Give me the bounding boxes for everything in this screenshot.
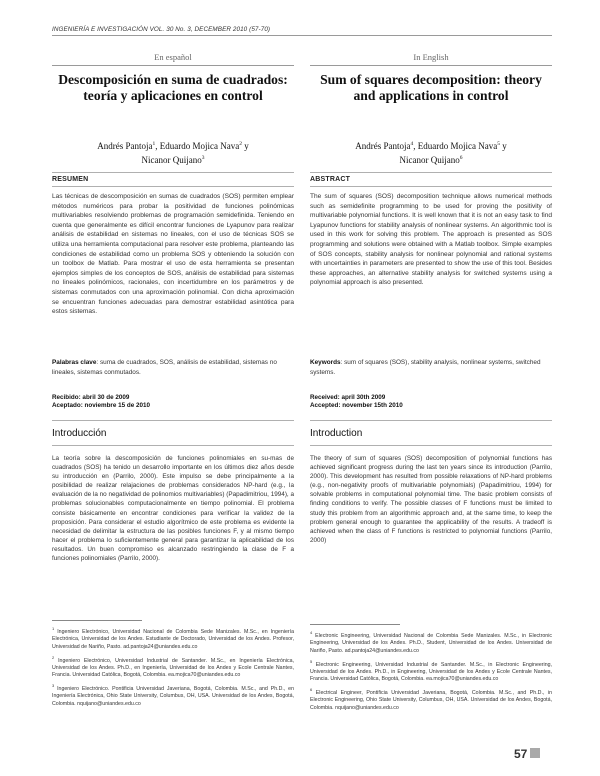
footnote: [52, 654, 294, 681]
footnote-sup: 6: [310, 687, 313, 693]
language-label-es: En español: [154, 52, 192, 62]
author-sup: 1: [152, 141, 156, 147]
author-sup: 3: [201, 155, 205, 161]
keywords-label: Keywords: [310, 359, 341, 366]
footnote-rule: [310, 624, 400, 625]
footnote-text: Electrical Engineer, Pontificia Universidad Javeriana, Bogotá, Colombia. M.Sc., and Ph.D., in Electronic Engineering, Ohio State University, Columbus, OH, USA. Universidad de los Andes, Bogotá, Colombia. nquijano@uniandes.edu.co: [310, 689, 552, 711]
language-label-en: In English: [413, 52, 449, 62]
language-rule: [52, 65, 294, 66]
intro-text-en: The theory of sum of squares (SOS) decomposition of polynomial functions has achieved significant progress during the last ten years since its introduction (Parrilo, 2000). This development has resulted from possible relaxations of NP-hard problems (e.g., non-negativity proofs of multivariable polynomials) (Papadimitriou, 1994) for solvable problems in computational polynomial time. The basic problem consists of finding conditions to verify. The possible classes of F functions must be limited to study this problem from an algorithmic approach and, at the same time, to keep the problem general enough to guarantee the applicability of the results. A tradeoff is achieved when the class of F functions is restricted to polynomial functions (Parrilo, 2000): [310, 455, 552, 544]
author-name: Nicanor Quijano: [399, 155, 460, 165]
page-marker-square: [530, 748, 540, 758]
section-rule: [52, 186, 294, 187]
keywords-es: [52, 358, 294, 388]
author-name: Nicanor Quijano: [141, 155, 202, 165]
footnote: [310, 658, 552, 685]
footnote: [52, 625, 294, 652]
footnote: [52, 682, 294, 709]
keywords-text: : sum of squares (SOS), stability analysis, nonlinear systems, switched systems.: [310, 359, 541, 376]
dates-en: [310, 394, 552, 416]
author-conj: y: [241, 141, 249, 151]
section-rule: [310, 186, 552, 187]
section-rule: [52, 172, 294, 173]
intro-heading-es: Introducción: [52, 428, 107, 439]
footnote-sup: 5: [310, 658, 313, 664]
authors-en: [310, 138, 552, 168]
section-rule: [310, 172, 552, 173]
footnotes-es: [52, 620, 294, 711]
footnote-sup: 3: [52, 683, 55, 689]
footnote-rule: [52, 620, 142, 621]
section-rule: [52, 420, 294, 421]
author-sup: 4: [410, 141, 414, 147]
abstract-heading-es: RESUMEN: [52, 176, 89, 183]
received-date: Recibido: abril 30 de 2009: [52, 394, 130, 401]
footnote-sup: 2: [52, 654, 55, 660]
footnote-text: Ingeniero Electrónico. Pontificia Universidad Javeriana, Bogotá, Colombia. M.Sc., and Ph.D., en Ingeniería Electrónica, Ohio State University, Columbus, OH, USA. Universidad de los Andes, Bogotá, Colombia. nquijano@uniandes.edu.co: [52, 685, 294, 707]
abstract-heading-en: ABSTRACT: [310, 176, 351, 183]
footnote-text: Ingeniero Electrónico, Universidad Nacional de Colombia Sede Manizales. M.Sc., en Ingeniería Electrónica, Universidad de los Andes. Estudiante de Doctorado, Universidad de los Andes. Profesor, Universidad de Nariño, Pasto. ad.pantoja24@uniandes.edu.co: [52, 628, 294, 650]
footnote: [310, 629, 552, 656]
keywords-label: Palabras clave: [52, 359, 97, 366]
header-rule: [52, 35, 552, 36]
language-rule: [310, 65, 552, 66]
author-name: Andrés Pantoja: [97, 141, 153, 151]
page-number: 57: [514, 747, 528, 761]
author-name: , Eduardo Mojica Nava: [155, 141, 240, 151]
english-column: [310, 52, 552, 596]
author-name: , Eduardo Mojica Nava: [413, 141, 498, 151]
section-rule: [52, 445, 294, 446]
author-sup: 6: [459, 155, 463, 161]
footnotes-en: [310, 624, 552, 715]
author-name: Andrés Pantoja: [355, 141, 411, 151]
title-en: Sum of squares decomposition: theory and applications in control: [320, 72, 542, 103]
footnote-text: Ingeniero Electrónico, Universidad Industrial de Santander. M.Sc., en Ingeniería Electrónica, Universidad de los Andes. Ph.D., en Ingeniería, Universidad de los Andes y Ecole Centrale Nantes, Francia. Universidad Católica, Bogotá, Colombia. ea.mojica70@uniandes.edu.co: [52, 657, 294, 679]
intro-text-es: La teoría sobre la descomposición de funciones polinomiales en su-mas de cuadrados (SOS) ha tenido un desarrollo importante en los últimos diez años desde su introducción en (Parrilo, 2000). Este impulso se debe principalmente a la posibilidad de realizar relajaciones de problemas considerados NP-hard (e.g., la evaluación de la no negatividad de polinomios multivariables) (Papadimitriou, 1994), a problemas solucionables computacionalmente en tiempo polinomial. El problema consiste básicamente en encontrar condiciones para verificar la validez de la proposición. Para considerar el estudio algorítmico de este problema es evidente la necesidad de delimitar la estructura de las posibles funciones F, y al mismo tiempo hacer el problema lo suficientemente general para garantizar la aplicabilidad de los resultados. Un buen compromiso es alcanzado restringiendo la clase de F a funciones polinomiales (Parrilo, 2000).: [52, 455, 294, 563]
keywords-en: [310, 358, 552, 388]
abstract-en: The sum of squares (SOS) decomposition technique allows numerical methods such as semidefinite programming to be used for proving the positivity of multivariable polynomial functions. It is well known that it is not an easy task to find Lyapunov functions for stability analysis of nonlinear systems. An algorithmic tool is used in this work for solving this problem. The approach is presented as SOS programming and solutions were obtained with a Matlab toolbox. Simple examples of SOS concepts, stability analysis for nonlinear polynomial and rational systems with uncertainties in parameters are presented to show the use of this tool. Besides these approaches, an alternative stability analysis for switched systems using a polynomial approach is also presented.: [310, 193, 552, 287]
author-sup: 2: [239, 141, 242, 147]
author-sup: 5: [497, 141, 500, 147]
dates-es: [52, 394, 294, 416]
footnote-text: Electronic Engineering, Universidad Nacional de Colombia Sede Manizales. M.Sc., in Electronic Engineering, Universidad de los Andes. Ph.D., Student, Universidad de los Andes. Universidad de Nariño, Pasto. ad.pantoja24@uniandes.edu.co: [310, 632, 552, 654]
accepted-date: Accepted: november 15th 2010: [310, 402, 403, 409]
footnote-sup: 4: [310, 630, 313, 635]
abstract-es: Las técnicas de descomposición en sumas de cuadrados (SOS) permiten emplear métodos numéricos para probar la positividad de funciones polinómicas multivariables resolviendo problemas de programación semidefinida. Teniendo en cuenta que generalmente es difícil encontrar funciones de Lyapunov para realizar análisis de estabilidad en sistemas no lineales, con el uso de técnicas SOS se utiliza una herramienta computacional para resolver este problema, planteando las condiciones de estabilidad como un problema SOS y obteniendo la solución con un toolbox de Matlab. Para mostrar el uso de esta herramienta se presentan ejemplos simples de los conceptos de SOS, análisis de estabilidad para sistemas no lineales polinómicos, racionales, con incertidumbre en los parámetros y de sistemas conmutados con una aproximación polinomial. Con dicha aproximación se encuentran funciones adecuadas para demostrar estabilidad asintótica para estos sistemas.: [52, 193, 294, 316]
title-es: Descomposición en suma de cuadrados: teoría y aplicaciones en control: [58, 72, 288, 103]
author-conj: y: [499, 141, 507, 151]
received-date: Received: april 30th 2009: [310, 394, 386, 401]
accepted-date: Aceptado: noviembre 15 de 2010: [52, 402, 150, 409]
footnote: [310, 686, 552, 713]
authors-es: [52, 138, 294, 168]
footnote-text: Electronic Engineering, Universidad Industrial de Santander. M.Sc., in Electronic Engineering, Universidad de los Andes. Ph.D., in Engineering, Universidad de los Andes y Ecole Centrale Nantes, Francia. Universidad Católica, Bogotá, Colombia. ea.mojica70@uniandes.edu.co: [310, 661, 552, 683]
footnote-sup: 1: [52, 626, 55, 631]
spanish-column: [52, 52, 294, 614]
section-rule: [310, 445, 552, 446]
keywords-text: : suma de cuadrados, SOS, análisis de estabilidad, sistemas no lineales, sistemas conmutados.: [52, 359, 277, 376]
intro-heading-en: Introduction: [310, 428, 363, 439]
running-head: INGENIERÍA E INVESTIGACIÓN VOL. 30 No. 3, DECEMBER 2010 (57-70): [52, 26, 271, 33]
section-rule: [310, 420, 552, 421]
